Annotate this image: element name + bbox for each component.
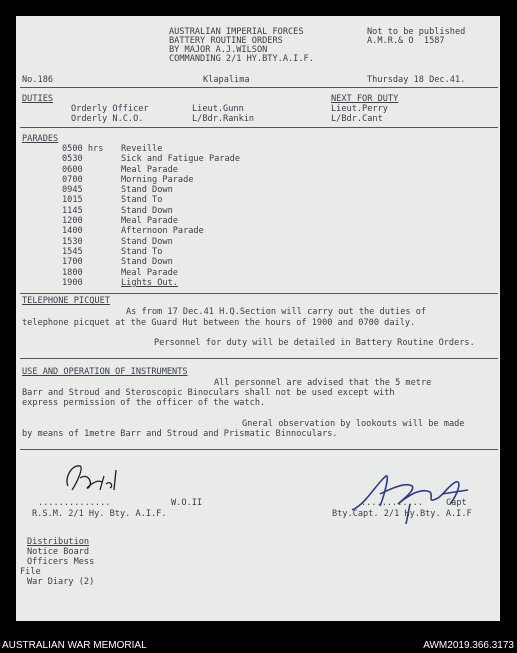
header-line-2: BATTERY ROUTINE ORDERS bbox=[169, 36, 283, 46]
order-place: Klapalima bbox=[203, 75, 250, 85]
parade-event: Reveille bbox=[121, 144, 163, 154]
instruments-line-1: All personnel are advised that the 5 metre bbox=[214, 378, 432, 388]
parade-time: 1200 bbox=[62, 216, 83, 227]
instruments-line-3: express permission of the officer of the watch. bbox=[22, 398, 266, 408]
header-line-3: BY MAJOR A.J.WILSON bbox=[169, 45, 268, 55]
parade-event: Meal Parade bbox=[121, 267, 178, 278]
instruments-line-4: Gneral observation by lookouts will be made bbox=[242, 419, 465, 429]
publish-note: Not to be published bbox=[367, 27, 466, 37]
divider-duties bbox=[20, 127, 498, 128]
parade-event: Stand Down bbox=[121, 257, 173, 268]
parade-time: 0530 bbox=[62, 154, 83, 165]
instruments-line-2: Barr and Stroud and Steroscopic Binoculars shall not be used except with bbox=[22, 388, 395, 398]
parade-time: 1545 bbox=[62, 246, 83, 257]
distribution-item: File bbox=[20, 567, 41, 577]
duty-next-1: Lieut.Perry bbox=[331, 104, 388, 114]
rsm-rank: W.O.II bbox=[171, 498, 203, 508]
parade-time: 1145 bbox=[62, 205, 83, 216]
parade-event: Sick and Fatigue Parade bbox=[121, 154, 240, 165]
captain-dotted-line: ............ bbox=[361, 498, 424, 508]
duty-next-2: L/Bdr.Cant bbox=[331, 114, 383, 124]
parade-event: Stand To bbox=[121, 195, 163, 206]
rsm-dotted-line: .............. bbox=[38, 498, 111, 508]
parades-heading: PARADES bbox=[22, 134, 59, 144]
telephone-line-1: As from 17 Dec.41 H.Q.Section will carry out the duties of bbox=[126, 307, 427, 317]
parade-list bbox=[62, 145, 240, 289]
captain-rank: Capt bbox=[446, 498, 467, 508]
order-date: Thursday 18 Dec.41. bbox=[367, 75, 466, 85]
parade-time: 0700 bbox=[62, 174, 83, 185]
distribution-item: War Diary (2) bbox=[27, 577, 95, 587]
rsm-signature bbox=[54, 456, 144, 501]
parade-event: Stand To bbox=[121, 246, 163, 257]
telephone-line-2: telephone picquet at the Guard Hut between the hours of 1900 and 0700 daily. bbox=[22, 318, 416, 328]
divider-header bbox=[20, 87, 498, 88]
rsm-title: R.S.M. 2/1 Hy. Bty. A.I.F. bbox=[32, 509, 167, 519]
duty-role-2: Orderly N.C.O. bbox=[71, 114, 144, 124]
amr-reference: A.M.R.& O 1587 bbox=[367, 36, 445, 46]
captain-title: Bty.Capt. 2/1 Hy.Bty. A.I.F bbox=[332, 509, 472, 519]
parade-event: Afternoon Parade bbox=[121, 226, 204, 237]
parade-event: Morning Parade bbox=[121, 174, 194, 185]
parade-time: 1015 bbox=[62, 195, 83, 206]
parade-time: 0945 bbox=[62, 185, 83, 196]
parade-event: Lights Out. bbox=[121, 277, 178, 288]
parade-time: 1700 bbox=[62, 257, 83, 268]
parade-time: 0600 bbox=[62, 164, 83, 175]
telephone-heading: TELEPHONE PICQUET bbox=[22, 296, 110, 306]
parade-time: 1800 bbox=[62, 267, 83, 278]
telephone-line-3: Personnel for duty will be detailed in Battery Routine Orders. bbox=[154, 338, 475, 348]
parade-event: Stand Down bbox=[121, 205, 173, 216]
header-line-1: AUSTRALIAN IMPERIAL FORCES bbox=[169, 27, 304, 37]
parade-time: 1400 bbox=[62, 226, 83, 237]
distribution-heading: Distribution bbox=[27, 537, 90, 547]
footer-accession-number: AWM2019.366.3173 bbox=[423, 640, 514, 651]
parade-time: 1530 bbox=[62, 236, 83, 247]
parade-event: Stand Down bbox=[121, 236, 173, 247]
instruments-heading: USE AND OPERATION OF INSTRUMENTS bbox=[22, 367, 188, 377]
parade-row bbox=[62, 279, 240, 289]
parade-event: Meal Parade bbox=[121, 164, 178, 175]
instruments-line-5: by means of 1metre Barr and Stroud and Prismatic Binnoculars. bbox=[22, 429, 338, 439]
divider-instruments bbox=[20, 449, 498, 450]
duty-current-1: Lieut.Gunn bbox=[192, 104, 244, 114]
parade-time: 0500 hrs bbox=[62, 144, 104, 154]
divider-telephone bbox=[20, 358, 498, 359]
distribution-item: Officers Mess bbox=[27, 557, 95, 567]
duty-role-1: Orderly Officer bbox=[71, 104, 149, 114]
distribution-item: Notice Board bbox=[27, 547, 90, 557]
next-for-duty-heading: NEXT FOR DUTY bbox=[331, 94, 399, 104]
duty-current-2: L/Bdr.Rankin bbox=[192, 114, 255, 124]
parade-event: Meal Parade bbox=[121, 216, 178, 227]
document-page bbox=[16, 16, 500, 621]
header-line-4: COMMANDING 2/1 HY.BTY.A.I.F. bbox=[169, 54, 314, 64]
order-number: No.186 bbox=[22, 75, 54, 85]
duties-heading: DUTIES bbox=[22, 94, 54, 104]
footer-institution: AUSTRALIAN WAR MEMORIAL bbox=[2, 640, 147, 651]
divider-parades bbox=[20, 293, 498, 294]
parade-time: 1900 bbox=[62, 277, 83, 288]
parade-event: Stand Down bbox=[121, 185, 173, 196]
